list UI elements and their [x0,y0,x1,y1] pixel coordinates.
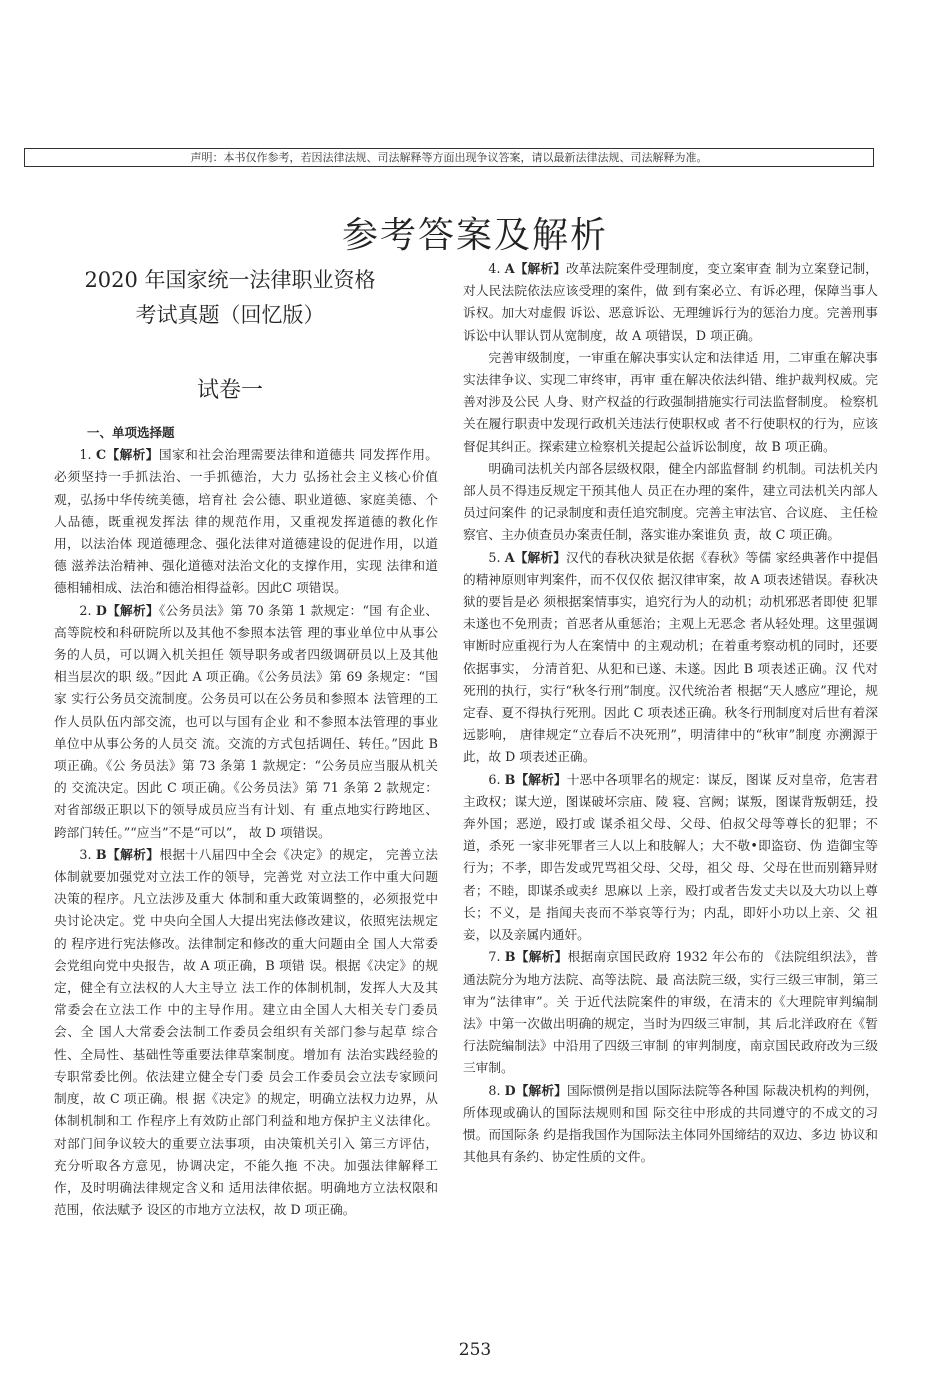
answer-number: 4. [488,261,505,276]
answer-choice: A [504,549,515,565]
analysis-tag: 【解析】 [106,602,159,618]
answer-paragraph [463,258,878,347]
page-number: 253 [458,1340,492,1360]
answer-text: 十恶中各项罪名的规定：谋反，图谋 反对皇帝，危害君主政权；谋大逆，图谋破坏宗庙、陵 寝、宫阙；谋叛，图谋背叛朝廷，投奔外国；恶逆，殴打或 谋杀祖父母、父母、伯叔父母等尊长的犯罪；不道，杀死 一家非死罪者三人以上和肢解人；大不敬•即盗窃、伪 造御宝等行为；不孝，即告发或咒骂祖父母、父母，祖父 母、父母在世而别籍异财者；不睦，即谋杀或卖纟思麻以 上亲，殴打或者告发丈夫以及大功以上尊长；不义，是 指闻夫丧而不举哀等行为；内乱，即奸小功以上亲、父 祖妾，以及亲属内通奸。 [463,771,879,943]
analysis-tag: 【解析】 [514,261,567,276]
answer-number: 3. [79,846,96,862]
answer-number: 6. [488,771,505,787]
answer-text: 《公务员法》第 70 条第 1 款规定：“国 有企业、高等院校和科研院所以及其他不参照本法管 理的事业单位中从事公务的人员，可以调入机关担任 领导职务或者四级调研员以上及其他相当层次的职 级。”因此 A 项正确。《公务员法》第 69 条规定：“国家 实行公务员交流制度。公务员可以在公务员和参照本 法管理的工作人员队伍内部交流，也可以与国有企业 和不参照本法管理的事业单位中从事公务的人员交 流。交流的方式包括调任、转任。”因此 B 项正确。《公 务员法》第 73 条第 1 款规定：“公务员应当服从机关的 交流决定。因此 C 项正确。《公务员法》第 71 条第 2 款规定：对省部级正职以下的领导成员应当有计划、有 重点地实行跨地区、跨部门转任。”“应当”不是“可以”， 故 D 项错误。 [54,602,439,840]
section-heading: 一、单项选择题 [87,425,175,440]
answer-number: 7. [488,949,505,965]
paper-title: 试卷一 [196,378,263,403]
main-title: 参考答案及解析 [341,215,608,256]
answer-choice: B [504,949,516,965]
right-column [463,258,878,1168]
answer-number: 1. [79,447,96,463]
answer-text: 国际惯例是指以国际法院等各种国 际裁决机构的判例，所体现或确认的国际法规则和国 际交往中形成的共同遵守的不成文的习惯。而国际条 约是指我国作为国际法主体同外国缔结的双边、多边 协议和其他具有条约、协定性质的文件。 [463,1082,878,1165]
answer-text: 汉代的春秋决狱是依据《春秋》等儒 家经典著作中提倡的精神原则审判案件，而不仅仅依 据汉律审案，故 A 项表述错误。春秋决狱的要旨是必 须根据案情事实，追究行为人的动机；动机邪恶者即使 犯罪未遂也不免刑责；首恶者从重惩治；主观上无恶念 者从轻处理。这里强调审断时应重视行为人在案情中 的主观动机；在着重考察动机的同时，还要依据事实， 分清首犯、从犯和已遂、未遂。因此 B 项表述正确。汉 代对死刑的执行，实行“秋冬行刑”制度。汉代统治者 根据“天人感应”理论，规定春、夏不得执行死刑。因此 C 项表述正确。秋冬行刑制度对后世有着深远影响， 唐律规定“立春后不决死刑”，明清律中的“秋审”制度 亦溯源于此，故 D 项表述正确。 [463,549,878,765]
analysis-tag: 【解析】 [515,771,567,787]
answer-choice: B [95,846,107,862]
disclaimer-box: 声明：本书仅作参考，若因法律法规、司法解释等方面出现争议答案，请以最新法律法规、司法解释为准。 [24,148,874,167]
answer-item-3 [54,844,438,1221]
analysis-tag: 【解析】 [515,1082,567,1098]
answer-paragraph [463,769,878,947]
answer-paragraph [54,844,438,1221]
answer-paragraph [463,1080,878,1169]
answer-choice: A [504,261,515,276]
answer-item-5 [463,547,878,769]
answer-text: 根据十八届四中全会《决定》的规定， 完善立法体制就要加强党对立法工作的领导，完善党 对立法工作中重大问题决策的程序。凡立法涉及重大 体制和重大政策调整的，必须报党中央讨论决定。党 中央向全国人大提出宪法修改建议，依照宪法规定的 程序进行宪法修改。法律制定和修改的重大问题由全 国人大常委会党组向党中央报告，故 A 项正确，B 项错 误。根据《决定》的规定，健全有立法权的人大主导立 法工作的体制机制，发挥人大及其常委会在立法工作 中的主导作用。建立由全国人大相关专门委员会、全 国人大常委会法制工作委员会组织有关部门参与起草 综合性、全局性、基础性等重要法律草案制度。增加有 法治实践经验的专职常委比例。依法建立健全专门委 员会工作委员会立法专家顾问制度，故 C 项正确。根 据《决定》的规定，明确立法权力边界，从体制机制和工 作程序上有效防止部门利益和地方保护主义法律化。 对部门间争议较大的重要立法事项，由决策机关引入 第三方评估，充分听取各方意见，协调决定，不能久拖 不决。加强法律解释工作，及时明确法律规定含义和 适用法律依据。明确地方立法权限和范围，依法赋予 设区的市地方立法权，故 D 项正确。 [54,846,438,1218]
answer-choice: D [504,1082,516,1098]
answer-text: 改革法院案件受理制度，变立案审查 制为立案登记制，对人民法院依法应该受理的案件，做 到有案必立、有诉必理，保障当事人诉权。加大对虚假 诉讼、恶意诉讼、无理缠诉行为的惩治力度。完善刑事 诉讼中认罪认罚从宽制度，故 A 项错误，D 项正确。 [463,261,878,343]
answer-number: 2. [79,602,96,618]
analysis-tag: 【解析】 [106,846,160,862]
answer-choice: C [95,447,107,463]
answer-item-6 [463,769,878,947]
answer-paragraph [463,946,878,1079]
exam-title-line-1: 2020 年国家统一法律职业资格 [84,268,376,292]
answer-paragraph [54,444,438,599]
answer-paragraph [54,600,438,844]
answer-item-8 [463,1080,878,1169]
answer-paragraph: 完善审级制度，一审重在解决事实认定和法律适 用，二审重在解决事实法律争议、实现二审终审，再审 重在解决依法纠错、维护裁判权威。完善对涉及公民 人身、财产权益的行政强制措施实行司法监督制度。 检察机关在履行职责中发现行政机关违法行使职权或 者不行使职权的行为，应该督促其纠正。探索建立检察机关提起公益诉讼制度，故 B 项正确。 [463,349,878,454]
analysis-tag: 【解析】 [106,447,159,463]
answer-choice: B [504,771,516,787]
answer-item-7 [463,946,878,1079]
analysis-tag: 【解析】 [515,949,568,965]
analysis-tag: 【解析】 [514,549,567,565]
answer-paragraph: 明确司法机关内部各层级权限，健全内部监督制 约机制。司法机关内部人员不得违反规定干预其他人 员正在办理的案件，建立司法机关内部人员过问案件 的记录制度和责任追究制度。完善主审法官、合议庭、 主任检察官、主办侦查员办案责任制，落实谁办案谁负 责，故 C 项正确。 [463,460,878,543]
answer-choice: D [95,602,107,618]
answer-text: 国家和社会治理需要法律和道德共 同发挥作用。必须坚持一手抓法治、一手抓德治，大力 弘扬社会主义核心价值观，弘扬中华传统美德，培育社 会公德、职业道德、家庭美德、个人品德，既重视发挥法 律的规范作用，又重视发挥道德的教化作用，以法治体 现道德理念、强化法律对道德建设的促进作用，以道德 滋养法治精神、强化道德对法治文化的支撑作用，实现 法律和道德相辅相成、法治和德治相得益彰。因此C 项错误。 [54,447,438,596]
answer-text: 根据南京国民政府 1932 年公布的 《法院组织法》，普通法院分为地方法院、高等法院、最 高法院三级，实行三级三审制，第三审为“法律审”。关 于近代法院案件的审级，在清末的《大理院审判编制 法》中第一次做出明确的规定，当时为四级三审制，其 后北洋政府在《暂行法院编制法》中沿用了四级三审制 的审判制度，南京国民政府改为三级三审制。 [463,949,879,1076]
left-column [54,422,438,1221]
answer-paragraph [463,547,878,769]
answer-item-4 [463,258,878,547]
answer-number: 5. [488,549,505,565]
answer-item-2 [54,600,438,844]
answer-item-1 [54,444,438,599]
exam-title-line-2: 考试真题（回忆版） [135,303,325,327]
answer-number: 8. [488,1082,505,1098]
